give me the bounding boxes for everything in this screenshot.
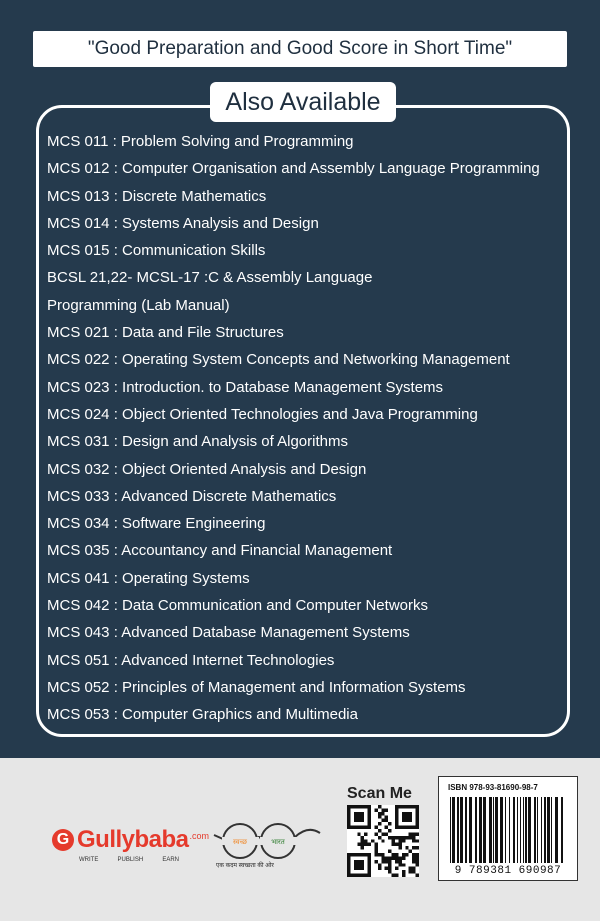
qr-code-icon[interactable] [347, 805, 419, 877]
publisher-name: Gullybaba [77, 826, 189, 853]
publisher-tag: EARN [162, 857, 179, 863]
list-item: MCS 031 : Design and Analysis of Algorithms [47, 433, 348, 451]
isbn-digits: 9 789381 690987 [454, 865, 562, 877]
also-available-title [210, 82, 396, 122]
bharat-word: भारत [271, 838, 285, 846]
list-item: MCS 041 : Operating Systems [47, 569, 250, 587]
swachh-bharat-glasses-icon [210, 817, 322, 865]
swachh-caption: एक कदम स्वच्छता की ओर [216, 863, 274, 869]
list-item: MCS 023 : Introduction. to Database Management Systems [47, 378, 444, 396]
also-available-title-text: Also Available [225, 87, 381, 116]
list-item: MCS 014 : Systems Analysis and Design [47, 214, 319, 232]
gullybaba-logo [52, 825, 209, 855]
tagline-banner [33, 31, 567, 67]
publisher-tag: PUBLISH [117, 857, 144, 863]
scan-me-label: Scan Me [347, 785, 412, 802]
barcode-icon [446, 797, 570, 863]
list-item: MCS 051 : Advanced Internet Technologies [47, 651, 335, 669]
list-item: MCS 012 : Computer Organisation and Assembly Language Programming [47, 160, 540, 178]
list-item: MCS 042 : Data Communication and Computer Networks [47, 597, 428, 615]
publisher-tags [79, 857, 179, 863]
list-item: MCS 013 : Discrete Mathematics [47, 187, 267, 205]
publisher-tag: WRITE [79, 857, 99, 863]
list-item: MCS 021 : Data and File Structures [47, 324, 284, 342]
list-item: Programming (Lab Manual) [47, 296, 230, 314]
list-item: MCS 034 : Software Engineering [47, 515, 266, 533]
list-item: MCS 043 : Advanced Database Management Systems [47, 624, 410, 642]
list-item: MCS 015 : Communication Skills [47, 242, 266, 260]
list-item: MCS 032 : Object Oriented Analysis and Design [47, 460, 367, 478]
list-item: MCS 022 : Operating System Concepts and Networking Management [47, 351, 510, 369]
g-logo-icon: G [52, 829, 74, 851]
publisher-domain: .com [189, 831, 210, 841]
list-item: MCS 053 : Computer Graphics and Multimedia [47, 706, 358, 724]
list-item: MCS 033 : Advanced Discrete Mathematics [47, 487, 337, 505]
list-item: BCSL 21,22- MCSL-17 :C & Assembly Language [47, 269, 373, 287]
also-available-list [47, 128, 577, 729]
tagline-text: "Good Preparation and Good Score in Short Time" [87, 38, 513, 59]
isbn-label: ISBN 978-93-81690-98-7 [448, 783, 538, 792]
list-item: MCS 052 : Principles of Management and Information Systems [47, 678, 466, 696]
list-item: MCS 024 : Object Oriented Technologies and Java Programming [47, 405, 478, 423]
swachh-word: स्वच्छ [232, 838, 248, 846]
list-item: MCS 035 : Accountancy and Financial Management [47, 542, 393, 560]
list-item: MCS 011 : Problem Solving and Programming [47, 133, 354, 150]
